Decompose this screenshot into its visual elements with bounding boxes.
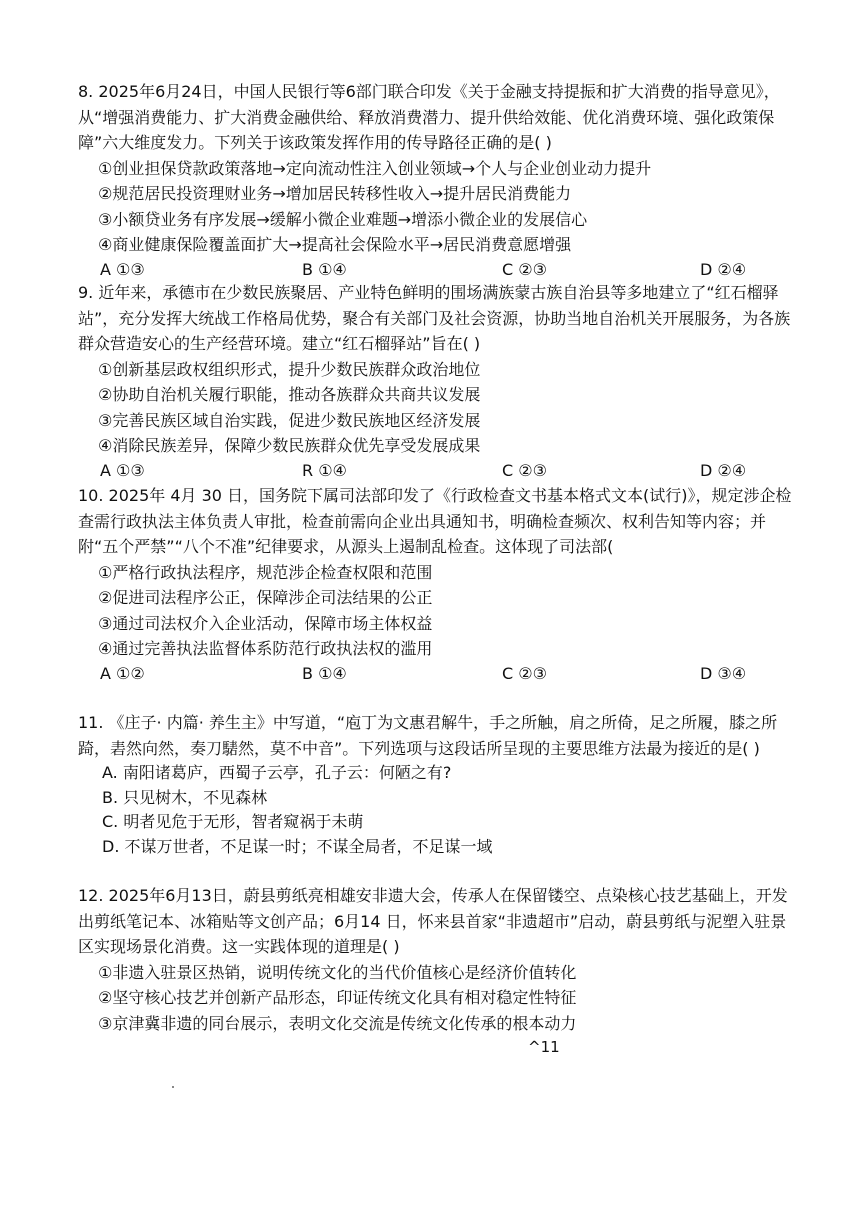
statement-option: ③小额贷业务有序发展→缓解小微企业难题→增添小微企业的发展信心 <box>98 209 588 229</box>
question-9 <box>78 280 798 483</box>
question-stem: 10. 2025年 4月 30 日，国务院下属司法部印发了《行政检查文书基本格式文本(试行)》，规定涉企检查需行政执法主体负责人审批，检查前需向企业出具通知书，明确检查频次、权利告知等内容；并附“五个严禁”“八个不准”纪律要求，从源头上遏制乱检查。这体现了司法部( <box>78 486 792 556</box>
scan-speck <box>172 1086 174 1088</box>
statement-option: ②协助自治机关履行职能，推动各族群众共商共议发展 <box>98 385 481 404</box>
statement-option: ①创新基层政权组织形式，提升少数民族群众政治地位 <box>98 359 481 379</box>
statement-option: ①非遗入驻景区热销，说明传统文化的当代价值核心是经济价值转化 <box>98 962 577 982</box>
answer-choices <box>78 459 798 483</box>
choice-a: A ①② <box>100 663 145 683</box>
question-12 <box>78 883 798 1036</box>
statement-option: ③通过司法权介入企业活动，保障市场主体权益 <box>98 613 433 633</box>
choice-b: B ①④ <box>302 663 347 683</box>
statement-option: ③完善民族区域自治实践，促进少数民族地区经济发展 <box>98 410 481 430</box>
choice-d: D ③④ <box>700 663 747 683</box>
statement-option: ②促进司法程序公正，保障涉企司法结果的公正 <box>98 588 433 607</box>
statement-option: ②规范居民投资理财业务→增加居民转移性收入→提升居民消费能力 <box>98 184 572 203</box>
statement-option: ①创业担保贷款政策落地→定向流动性注入创业领域→个人与企业创业动力提升 <box>98 158 652 178</box>
choice-c: C ②③ <box>502 460 547 480</box>
choice-c: C ②③ <box>502 259 547 279</box>
statement-option: ①严格行政执法程序，规范涉企检查权限和范围 <box>98 562 433 582</box>
choice-a: A ①③ <box>100 259 145 279</box>
letter-option-a: A. 南阳诸葛庐，西蜀子云亭，孔子云：何陋之有? <box>102 763 452 782</box>
letter-option-b: B. 只见树木，不见森林 <box>102 787 268 807</box>
statement-option: ④通过完善执法监督体系防范行政执法权的滥用 <box>98 639 433 658</box>
choice-a: A ①③ <box>100 460 145 480</box>
question-stem: 12. 2025年6月13日，蔚县剪纸亮相雄安非遗大会，传承人在保留镂空、点染核心技艺基础上，开发出剪纸笔记本、冰箱贴等文创产品；6月14 日，怀来县首家“非遗超市”启动，蔚县剪纸与泥塑入驻景区实现场景化消费。这一实践体现的道理是( ) <box>78 886 788 956</box>
question-stem: 8. 2025年6月24日，中国人民银行等6部门联合印发《关于金融支持提振和扩大消费的指导意见》，从“增强消费能力、扩大消费金融供给、释放消费潜力、提升供给效能、优化消费环境、强化政策保障”六大维度发力。下列关于该政策发挥作用的传导路径正确的是( ) <box>78 82 780 152</box>
statement-option: ③京津冀非遗的同台展示，表明文化交流是传统文化传承的根本动力 <box>98 1013 577 1033</box>
statement-option: ④商业健康保险覆盖面扩大→提高社会保险水平→居民消费意愿增强 <box>98 235 572 254</box>
choice-c: C ②③ <box>502 663 547 683</box>
letter-option-d: D. 不谋万世者，不足谋一时；不谋全局者，不足谋一域 <box>102 836 493 856</box>
page-number: ^11 <box>528 1038 560 1056</box>
statement-option: ④消除民族差异，保障少数民族群众优先享受发展成果 <box>98 436 481 455</box>
choice-b: R ①④ <box>302 460 347 480</box>
answer-choices <box>78 662 798 686</box>
question-stem: 11. 《庄子· 内篇· 养生主》中写道，“庖丁为文惠君解牛，手之所触，肩之所倚，足之所履，膝之所踦，砉然向然，奏刀騞然，莫不中音”。下列选项与这段话所呈现的主要思维方法最为接近的是( ) <box>78 713 778 758</box>
question-8 <box>78 79 798 282</box>
statement-option: ②坚守核心技艺并创新产品形态，印证传统文化具有相对稳定性特征 <box>98 988 577 1007</box>
question-stem: 9. 近年来，承德市在少数民族聚居、产业特色鲜明的围场满族蒙古族自治县等多地建立了“红石榴驿站”，充分发挥大统战工作格局优势，聚合有关部门及社会资源，协助当地自治机关开展服务，为各族群众营造安心的生产经营环境。建立“红石榴驿站”旨在( ) <box>78 283 791 353</box>
answer-choices <box>78 258 798 282</box>
choice-d: D ②④ <box>700 460 747 480</box>
choice-b: B ①④ <box>302 259 347 279</box>
letter-option-c: C. 明者见危于无形，智者窥祸于未萌 <box>102 812 364 831</box>
question-11 <box>78 710 798 859</box>
question-10 <box>78 483 798 686</box>
choice-d: D ②④ <box>700 259 747 279</box>
